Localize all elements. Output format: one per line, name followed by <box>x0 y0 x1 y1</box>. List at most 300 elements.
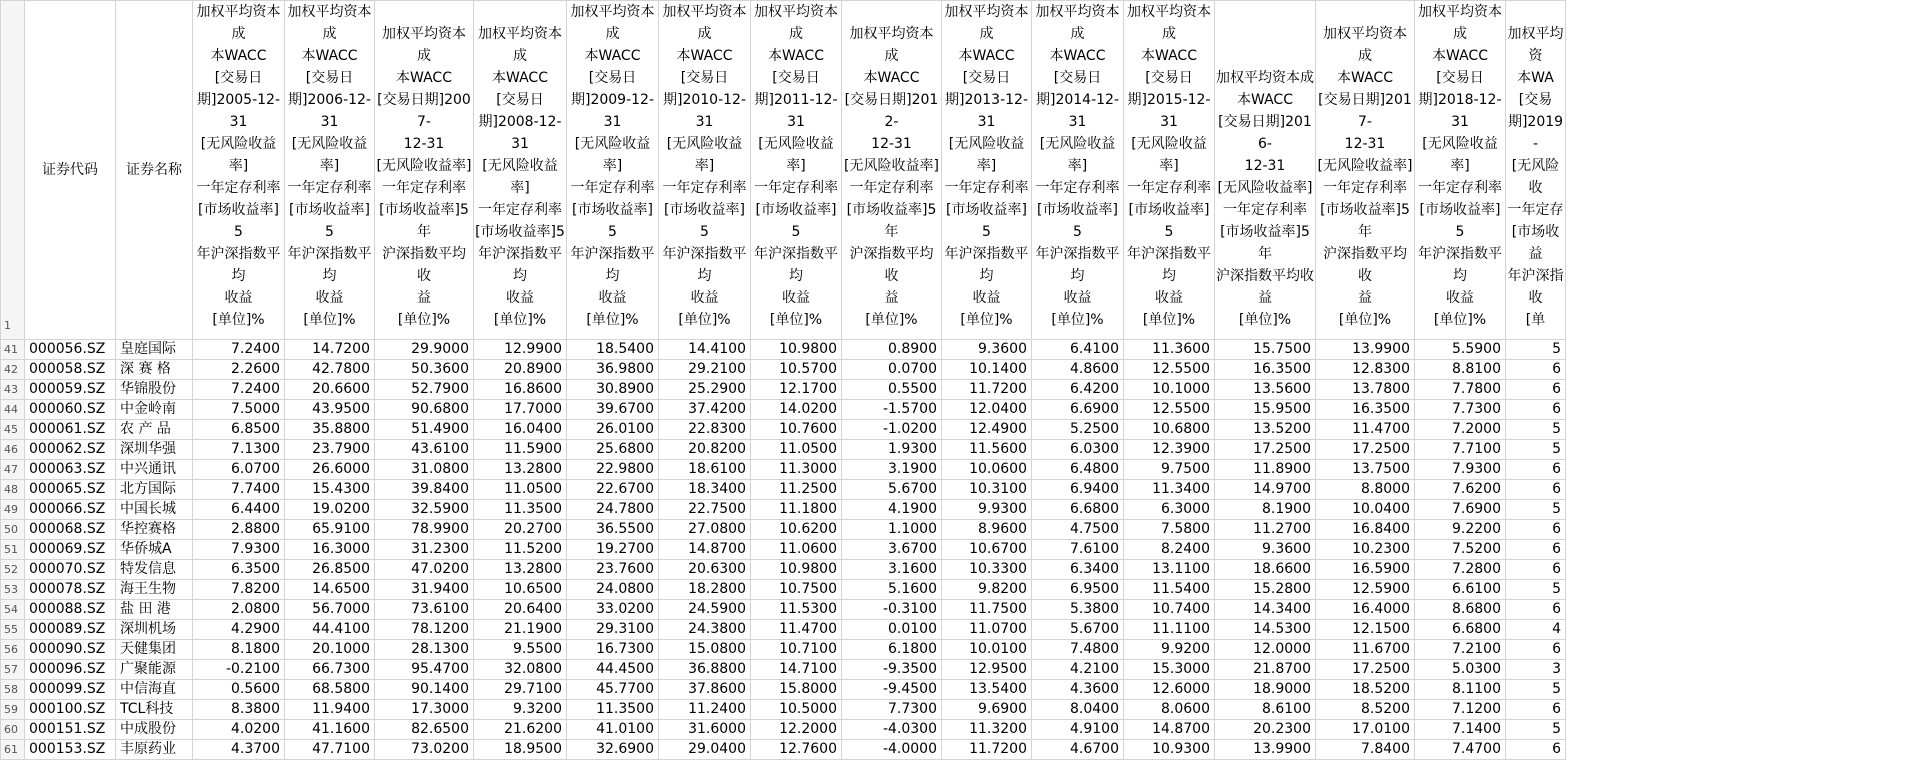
cell-wacc-value[interactable]: -9.4500 <box>842 680 942 700</box>
cell-wacc-value[interactable]: 41.1600 <box>285 720 375 740</box>
header-wacc-column[interactable] <box>842 1 942 340</box>
cell-wacc-value[interactable]: 10.7100 <box>751 640 842 660</box>
cell-wacc-value[interactable]: 6.0300 <box>1032 440 1124 460</box>
cell-wacc-value[interactable]: 16.3000 <box>285 540 375 560</box>
cell-wacc-value[interactable]: 17.0100 <box>1316 720 1415 740</box>
cell-wacc-value[interactable]: 10.9800 <box>751 560 842 580</box>
cell-wacc-value[interactable]: 20.2700 <box>474 520 567 540</box>
row-number[interactable]: 1 <box>1 1 25 340</box>
cell-wacc-value[interactable]: 65.9100 <box>285 520 375 540</box>
cell-wacc-value[interactable]: 6.6800 <box>1415 620 1506 640</box>
cell-wacc-value[interactable]: 25.2900 <box>659 380 751 400</box>
cell-wacc-value[interactable]: 20.1000 <box>285 640 375 660</box>
cell-wacc-value[interactable]: 8.0600 <box>1124 700 1215 720</box>
cell-wacc-value[interactable]: 12.1500 <box>1316 620 1415 640</box>
cell-wacc-value[interactable]: 44.4500 <box>567 660 659 680</box>
cell-wacc-value[interactable]: 6 <box>1506 740 1566 760</box>
row-number[interactable]: 46 <box>1 440 25 460</box>
header-wacc-column[interactable] <box>751 1 842 340</box>
cell-security-name[interactable]: 中金岭南 <box>116 400 193 420</box>
cell-wacc-value[interactable]: 13.2800 <box>474 560 567 580</box>
cell-wacc-value[interactable]: 2.0800 <box>193 600 285 620</box>
cell-wacc-value[interactable]: 11.2700 <box>1215 520 1316 540</box>
cell-wacc-value[interactable]: 11.7200 <box>942 380 1032 400</box>
cell-wacc-value[interactable]: 18.9000 <box>1215 680 1316 700</box>
cell-wacc-value[interactable]: 11.5600 <box>942 440 1032 460</box>
header-wacc-column[interactable] <box>285 1 375 340</box>
cell-wacc-value[interactable]: 24.7800 <box>567 500 659 520</box>
cell-wacc-value[interactable]: 4.3600 <box>1032 680 1124 700</box>
cell-wacc-value[interactable]: 6.6800 <box>1032 500 1124 520</box>
cell-wacc-value[interactable]: 5.6700 <box>842 480 942 500</box>
row-number[interactable]: 48 <box>1 480 25 500</box>
cell-wacc-value[interactable]: 11.1100 <box>1124 620 1215 640</box>
cell-wacc-value[interactable]: 73.0200 <box>375 740 474 760</box>
cell-security-code[interactable]: 000070.SZ <box>25 560 116 580</box>
cell-wacc-value[interactable]: 37.4200 <box>659 400 751 420</box>
cell-wacc-value[interactable]: 7.5000 <box>193 400 285 420</box>
cell-wacc-value[interactable]: 12.7600 <box>751 740 842 760</box>
cell-wacc-value[interactable]: 11.3500 <box>567 700 659 720</box>
cell-wacc-value[interactable]: 9.2200 <box>1415 520 1506 540</box>
cell-wacc-value[interactable]: 26.8500 <box>285 560 375 580</box>
cell-wacc-value[interactable]: 16.4000 <box>1316 600 1415 620</box>
cell-wacc-value[interactable]: 45.7700 <box>567 680 659 700</box>
cell-wacc-value[interactable]: 8.5200 <box>1316 700 1415 720</box>
cell-wacc-value[interactable]: 7.9300 <box>1415 460 1506 480</box>
cell-wacc-value[interactable]: 8.1900 <box>1215 500 1316 520</box>
cell-wacc-value[interactable]: 2.8800 <box>193 520 285 540</box>
cell-wacc-value[interactable]: 36.9800 <box>567 360 659 380</box>
header-wacc-column[interactable] <box>659 1 751 340</box>
cell-wacc-value[interactable]: 12.6000 <box>1124 680 1215 700</box>
cell-wacc-value[interactable]: 7.7800 <box>1415 380 1506 400</box>
cell-wacc-value[interactable]: 16.3500 <box>1215 360 1316 380</box>
cell-wacc-value[interactable]: 22.6700 <box>567 480 659 500</box>
cell-wacc-value[interactable]: 36.5500 <box>567 520 659 540</box>
cell-wacc-value[interactable]: 39.6700 <box>567 400 659 420</box>
cell-wacc-value[interactable]: 31.6000 <box>659 720 751 740</box>
cell-wacc-value[interactable]: 7.2400 <box>193 380 285 400</box>
row-number[interactable]: 52 <box>1 560 25 580</box>
cell-wacc-value[interactable]: 9.9300 <box>942 500 1032 520</box>
cell-wacc-value[interactable]: 13.5400 <box>942 680 1032 700</box>
cell-wacc-value[interactable]: 15.4300 <box>285 480 375 500</box>
cell-wacc-value[interactable]: 36.8800 <box>659 660 751 680</box>
cell-wacc-value[interactable]: 33.0200 <box>567 600 659 620</box>
cell-security-code[interactable]: 000063.SZ <box>25 460 116 480</box>
cell-wacc-value[interactable]: 18.6600 <box>1215 560 1316 580</box>
cell-wacc-value[interactable]: 18.9500 <box>474 740 567 760</box>
cell-wacc-value[interactable]: 15.8000 <box>751 680 842 700</box>
cell-wacc-value[interactable]: 5 <box>1506 440 1566 460</box>
cell-wacc-value[interactable]: 8.8000 <box>1316 480 1415 500</box>
row-number[interactable]: 51 <box>1 540 25 560</box>
cell-wacc-value[interactable]: 90.1400 <box>375 680 474 700</box>
cell-wacc-value[interactable]: 11.7200 <box>942 740 1032 760</box>
cell-wacc-value[interactable]: 2.2600 <box>193 360 285 380</box>
cell-wacc-value[interactable]: 51.4900 <box>375 420 474 440</box>
cell-wacc-value[interactable]: 18.2800 <box>659 580 751 600</box>
cell-wacc-value[interactable]: 43.6100 <box>375 440 474 460</box>
cell-wacc-value[interactable]: 10.5000 <box>751 700 842 720</box>
cell-security-code[interactable]: 000078.SZ <box>25 580 116 600</box>
row-number[interactable]: 55 <box>1 620 25 640</box>
cell-security-code[interactable]: 000061.SZ <box>25 420 116 440</box>
cell-wacc-value[interactable]: 11.5400 <box>1124 580 1215 600</box>
cell-wacc-value[interactable]: 6.8500 <box>193 420 285 440</box>
cell-wacc-value[interactable]: 6.4400 <box>193 500 285 520</box>
cell-wacc-value[interactable]: 6 <box>1506 600 1566 620</box>
cell-wacc-value[interactable]: 10.9800 <box>751 340 842 360</box>
cell-wacc-value[interactable]: 90.6800 <box>375 400 474 420</box>
cell-security-code[interactable]: 000060.SZ <box>25 400 116 420</box>
cell-wacc-value[interactable]: 7.2400 <box>193 340 285 360</box>
cell-wacc-value[interactable]: 9.3600 <box>1215 540 1316 560</box>
cell-security-name[interactable]: 天健集团 <box>116 640 193 660</box>
cell-wacc-value[interactable]: 9.3200 <box>474 700 567 720</box>
cell-wacc-value[interactable]: 6 <box>1506 700 1566 720</box>
cell-wacc-value[interactable]: 3 <box>1506 660 1566 680</box>
row-number[interactable]: 49 <box>1 500 25 520</box>
cell-wacc-value[interactable]: 20.8900 <box>474 360 567 380</box>
cell-wacc-value[interactable]: 41.0100 <box>567 720 659 740</box>
cell-wacc-value[interactable]: 66.7300 <box>285 660 375 680</box>
header-wacc-column[interactable] <box>1415 1 1506 340</box>
cell-wacc-value[interactable]: 11.0500 <box>474 480 567 500</box>
cell-wacc-value[interactable]: 16.5900 <box>1316 560 1415 580</box>
cell-wacc-value[interactable]: 12.5500 <box>1124 400 1215 420</box>
cell-wacc-value[interactable]: 42.7800 <box>285 360 375 380</box>
cell-wacc-value[interactable]: 17.2500 <box>1215 440 1316 460</box>
cell-security-name[interactable]: 中成股份 <box>116 720 193 740</box>
cell-wacc-value[interactable]: 8.6100 <box>1215 700 1316 720</box>
cell-wacc-value[interactable]: 5 <box>1506 340 1566 360</box>
cell-wacc-value[interactable]: 12.0400 <box>942 400 1032 420</box>
cell-wacc-value[interactable]: 16.7300 <box>567 640 659 660</box>
cell-wacc-value[interactable]: 50.3600 <box>375 360 474 380</box>
cell-wacc-value[interactable]: 16.8400 <box>1316 520 1415 540</box>
cell-wacc-value[interactable]: 4.0200 <box>193 720 285 740</box>
cell-security-name[interactable]: 盐 田 港 <box>116 600 193 620</box>
cell-wacc-value[interactable]: 26.6000 <box>285 460 375 480</box>
cell-wacc-value[interactable]: 0.0100 <box>842 620 942 640</box>
cell-wacc-value[interactable]: 31.0800 <box>375 460 474 480</box>
cell-wacc-value[interactable]: 52.7900 <box>375 380 474 400</box>
cell-wacc-value[interactable]: 5.0300 <box>1415 660 1506 680</box>
cell-wacc-value[interactable]: 5 <box>1506 580 1566 600</box>
cell-wacc-value[interactable]: 24.3800 <box>659 620 751 640</box>
header-wacc-column[interactable] <box>1032 1 1124 340</box>
row-number[interactable]: 60 <box>1 720 25 740</box>
cell-wacc-value[interactable]: 7.6200 <box>1415 480 1506 500</box>
cell-wacc-value[interactable]: 10.6500 <box>474 580 567 600</box>
cell-wacc-value[interactable]: 8.3800 <box>193 700 285 720</box>
cell-wacc-value[interactable]: 6.9500 <box>1032 580 1124 600</box>
cell-wacc-value[interactable]: 10.6700 <box>942 540 1032 560</box>
cell-wacc-value[interactable]: -4.0300 <box>842 720 942 740</box>
cell-wacc-value[interactable]: 11.1800 <box>751 500 842 520</box>
cell-wacc-value[interactable]: 7.7300 <box>1415 400 1506 420</box>
cell-wacc-value[interactable]: 14.8700 <box>1124 720 1215 740</box>
cell-wacc-value[interactable]: 22.8300 <box>659 420 751 440</box>
cell-wacc-value[interactable]: 12.2000 <box>751 720 842 740</box>
cell-wacc-value[interactable]: 16.0400 <box>474 420 567 440</box>
cell-wacc-value[interactable]: 7.8400 <box>1316 740 1415 760</box>
cell-wacc-value[interactable]: 7.5200 <box>1415 540 1506 560</box>
cell-wacc-value[interactable]: 14.0200 <box>751 400 842 420</box>
cell-wacc-value[interactable]: 12.5500 <box>1124 360 1215 380</box>
cell-wacc-value[interactable]: 6 <box>1506 460 1566 480</box>
cell-wacc-value[interactable]: 11.0600 <box>751 540 842 560</box>
cell-security-code[interactable]: 000089.SZ <box>25 620 116 640</box>
cell-wacc-value[interactable]: 9.6900 <box>942 700 1032 720</box>
cell-wacc-value[interactable]: 23.7900 <box>285 440 375 460</box>
cell-wacc-value[interactable]: 6.6100 <box>1415 580 1506 600</box>
cell-wacc-value[interactable]: 5.1600 <box>842 580 942 600</box>
cell-wacc-value[interactable]: 10.7500 <box>751 580 842 600</box>
cell-wacc-value[interactable]: 31.2300 <box>375 540 474 560</box>
cell-wacc-value[interactable]: 9.9200 <box>1124 640 1215 660</box>
cell-wacc-value[interactable]: 19.2700 <box>567 540 659 560</box>
cell-wacc-value[interactable]: 43.9500 <box>285 400 375 420</box>
cell-wacc-value[interactable]: 5.3800 <box>1032 600 1124 620</box>
cell-wacc-value[interactable]: 14.7200 <box>285 340 375 360</box>
cell-wacc-value[interactable]: 22.7500 <box>659 500 751 520</box>
cell-wacc-value[interactable]: 5 <box>1506 420 1566 440</box>
cell-wacc-value[interactable]: 82.6500 <box>375 720 474 740</box>
row-number[interactable]: 53 <box>1 580 25 600</box>
cell-wacc-value[interactable]: 11.3400 <box>1124 480 1215 500</box>
cell-wacc-value[interactable]: 7.2000 <box>1415 420 1506 440</box>
cell-security-code[interactable]: 000058.SZ <box>25 360 116 380</box>
cell-wacc-value[interactable]: -0.2100 <box>193 660 285 680</box>
cell-wacc-value[interactable]: 11.4700 <box>1316 420 1415 440</box>
cell-wacc-value[interactable]: 14.3400 <box>1215 600 1316 620</box>
cell-wacc-value[interactable]: 10.2300 <box>1316 540 1415 560</box>
cell-security-code[interactable]: 000088.SZ <box>25 600 116 620</box>
cell-wacc-value[interactable]: 10.1000 <box>1124 380 1215 400</box>
cell-security-name[interactable]: 特发信息 <box>116 560 193 580</box>
cell-wacc-value[interactable]: 12.1700 <box>751 380 842 400</box>
cell-wacc-value[interactable]: 11.7500 <box>942 600 1032 620</box>
cell-wacc-value[interactable]: 7.1400 <box>1415 720 1506 740</box>
cell-wacc-value[interactable]: 6 <box>1506 520 1566 540</box>
cell-security-name[interactable]: 华控赛格 <box>116 520 193 540</box>
cell-wacc-value[interactable]: 15.3000 <box>1124 660 1215 680</box>
cell-security-code[interactable]: 000066.SZ <box>25 500 116 520</box>
cell-wacc-value[interactable]: 14.7100 <box>751 660 842 680</box>
cell-wacc-value[interactable]: 44.4100 <box>285 620 375 640</box>
cell-wacc-value[interactable]: 15.9500 <box>1215 400 1316 420</box>
cell-wacc-value[interactable]: 18.6100 <box>659 460 751 480</box>
cell-wacc-value[interactable]: 30.8900 <box>567 380 659 400</box>
cell-wacc-value[interactable]: 7.7300 <box>842 700 942 720</box>
cell-wacc-value[interactable]: 6 <box>1506 360 1566 380</box>
cell-wacc-value[interactable]: 10.7600 <box>751 420 842 440</box>
header-wacc-column[interactable] <box>1316 1 1415 340</box>
cell-wacc-value[interactable]: 5.6700 <box>1032 620 1124 640</box>
cell-wacc-value[interactable]: 6 <box>1506 540 1566 560</box>
cell-wacc-value[interactable]: 7.1300 <box>193 440 285 460</box>
cell-security-name[interactable]: 深 赛 格 <box>116 360 193 380</box>
cell-wacc-value[interactable]: 16.3500 <box>1316 400 1415 420</box>
cell-wacc-value[interactable]: 20.6300 <box>659 560 751 580</box>
cell-wacc-value[interactable]: 0.0700 <box>842 360 942 380</box>
row-number[interactable]: 54 <box>1 600 25 620</box>
cell-wacc-value[interactable]: 10.6200 <box>751 520 842 540</box>
cell-security-code[interactable]: 000069.SZ <box>25 540 116 560</box>
cell-security-name[interactable]: 广聚能源 <box>116 660 193 680</box>
cell-security-code[interactable]: 000096.SZ <box>25 660 116 680</box>
cell-wacc-value[interactable]: 20.6400 <box>474 600 567 620</box>
cell-wacc-value[interactable]: 6.0700 <box>193 460 285 480</box>
cell-security-name[interactable]: 华侨城A <box>116 540 193 560</box>
cell-wacc-value[interactable]: 11.4700 <box>751 620 842 640</box>
cell-wacc-value[interactable]: 24.5900 <box>659 600 751 620</box>
cell-security-name[interactable]: 中兴通讯 <box>116 460 193 480</box>
cell-wacc-value[interactable]: 29.7100 <box>474 680 567 700</box>
cell-wacc-value[interactable]: 0.8900 <box>842 340 942 360</box>
cell-wacc-value[interactable]: 29.3100 <box>567 620 659 640</box>
cell-security-name[interactable]: TCL科技 <box>116 700 193 720</box>
cell-wacc-value[interactable]: 9.8200 <box>942 580 1032 600</box>
cell-wacc-value[interactable]: 11.6700 <box>1316 640 1415 660</box>
row-number[interactable]: 59 <box>1 700 25 720</box>
cell-wacc-value[interactable]: 1.9300 <box>842 440 942 460</box>
header-wacc-column[interactable] <box>1215 1 1316 340</box>
cell-wacc-value[interactable]: 19.0200 <box>285 500 375 520</box>
cell-wacc-value[interactable]: 13.1100 <box>1124 560 1215 580</box>
cell-wacc-value[interactable]: 6.1800 <box>842 640 942 660</box>
cell-security-code[interactable]: 000100.SZ <box>25 700 116 720</box>
row-number[interactable]: 41 <box>1 340 25 360</box>
cell-wacc-value[interactable]: 8.1800 <box>193 640 285 660</box>
cell-wacc-value[interactable]: 4.6700 <box>1032 740 1124 760</box>
cell-wacc-value[interactable]: 12.0000 <box>1215 640 1316 660</box>
row-number[interactable]: 56 <box>1 640 25 660</box>
cell-wacc-value[interactable]: 10.0400 <box>1316 500 1415 520</box>
cell-wacc-value[interactable]: 27.0800 <box>659 520 751 540</box>
cell-wacc-value[interactable]: 13.2800 <box>474 460 567 480</box>
cell-wacc-value[interactable]: 23.7600 <box>567 560 659 580</box>
cell-wacc-value[interactable]: 6 <box>1506 480 1566 500</box>
cell-wacc-value[interactable]: 25.6800 <box>567 440 659 460</box>
cell-wacc-value[interactable]: 14.5300 <box>1215 620 1316 640</box>
cell-security-name[interactable]: 中信海直 <box>116 680 193 700</box>
cell-security-code[interactable]: 000151.SZ <box>25 720 116 740</box>
cell-wacc-value[interactable]: 17.2500 <box>1316 660 1415 680</box>
cell-wacc-value[interactable]: 8.9600 <box>942 520 1032 540</box>
cell-wacc-value[interactable]: 24.0800 <box>567 580 659 600</box>
cell-wacc-value[interactable]: 7.4800 <box>1032 640 1124 660</box>
cell-wacc-value[interactable]: 10.9300 <box>1124 740 1215 760</box>
cell-wacc-value[interactable]: 0.5500 <box>842 380 942 400</box>
cell-wacc-value[interactable]: 9.3600 <box>942 340 1032 360</box>
cell-wacc-value[interactable]: 32.5900 <box>375 500 474 520</box>
cell-security-name[interactable]: 深圳机场 <box>116 620 193 640</box>
cell-wacc-value[interactable]: 6 <box>1506 380 1566 400</box>
cell-wacc-value[interactable]: 13.9900 <box>1215 740 1316 760</box>
cell-wacc-value[interactable]: 11.2500 <box>751 480 842 500</box>
cell-wacc-value[interactable]: 10.0100 <box>942 640 1032 660</box>
cell-wacc-value[interactable]: 8.2400 <box>1124 540 1215 560</box>
cell-wacc-value[interactable]: 14.9700 <box>1215 480 1316 500</box>
cell-wacc-value[interactable]: 17.7000 <box>474 400 567 420</box>
cell-wacc-value[interactable]: 6.4100 <box>1032 340 1124 360</box>
cell-wacc-value[interactable]: -1.5700 <box>842 400 942 420</box>
row-number[interactable]: 47 <box>1 460 25 480</box>
cell-wacc-value[interactable]: 95.4700 <box>375 660 474 680</box>
cell-wacc-value[interactable]: 4.9100 <box>1032 720 1124 740</box>
cell-wacc-value[interactable]: 39.8400 <box>375 480 474 500</box>
cell-wacc-value[interactable]: 10.0600 <box>942 460 1032 480</box>
cell-wacc-value[interactable]: 11.0700 <box>942 620 1032 640</box>
cell-wacc-value[interactable]: 7.2100 <box>1415 640 1506 660</box>
cell-security-code[interactable]: 000056.SZ <box>25 340 116 360</box>
cell-wacc-value[interactable]: 6.3400 <box>1032 560 1124 580</box>
cell-wacc-value[interactable]: 20.2300 <box>1215 720 1316 740</box>
cell-wacc-value[interactable]: 11.5300 <box>751 600 842 620</box>
cell-wacc-value[interactable]: 11.2400 <box>659 700 751 720</box>
cell-security-code[interactable]: 000059.SZ <box>25 380 116 400</box>
cell-wacc-value[interactable]: 7.4700 <box>1415 740 1506 760</box>
cell-wacc-value[interactable]: 12.3900 <box>1124 440 1215 460</box>
cell-security-name[interactable]: 华锦股份 <box>116 380 193 400</box>
cell-wacc-value[interactable]: 10.5700 <box>751 360 842 380</box>
cell-wacc-value[interactable]: -0.3100 <box>842 600 942 620</box>
cell-wacc-value[interactable]: 6.3000 <box>1124 500 1215 520</box>
cell-wacc-value[interactable]: 11.3200 <box>942 720 1032 740</box>
cell-wacc-value[interactable]: -9.3500 <box>842 660 942 680</box>
cell-wacc-value[interactable]: 3.6700 <box>842 540 942 560</box>
cell-wacc-value[interactable]: -4.0000 <box>842 740 942 760</box>
cell-wacc-value[interactable]: 11.5200 <box>474 540 567 560</box>
cell-wacc-value[interactable]: 21.6200 <box>474 720 567 740</box>
cell-wacc-value[interactable]: 4.8600 <box>1032 360 1124 380</box>
cell-wacc-value[interactable]: 5 <box>1506 680 1566 700</box>
cell-wacc-value[interactable]: 20.8200 <box>659 440 751 460</box>
cell-wacc-value[interactable]: 4.3700 <box>193 740 285 760</box>
cell-security-name[interactable]: 北方国际 <box>116 480 193 500</box>
cell-wacc-value[interactable]: 7.8200 <box>193 580 285 600</box>
cell-wacc-value[interactable]: 1.1000 <box>842 520 942 540</box>
cell-wacc-value[interactable]: 13.7800 <box>1316 380 1415 400</box>
cell-security-name[interactable]: 海王生物 <box>116 580 193 600</box>
cell-security-code[interactable]: 000065.SZ <box>25 480 116 500</box>
cell-wacc-value[interactable]: 37.8600 <box>659 680 751 700</box>
header-wacc-column[interactable] <box>1124 1 1215 340</box>
cell-wacc-value[interactable]: 7.1200 <box>1415 700 1506 720</box>
cell-wacc-value[interactable]: 12.9900 <box>474 340 567 360</box>
cell-wacc-value[interactable]: 13.5200 <box>1215 420 1316 440</box>
cell-wacc-value[interactable]: 6.4800 <box>1032 460 1124 480</box>
cell-wacc-value[interactable]: 78.1200 <box>375 620 474 640</box>
header-wacc-column[interactable] <box>193 1 285 340</box>
header-wacc-column[interactable] <box>942 1 1032 340</box>
cell-wacc-value[interactable]: 5.2500 <box>1032 420 1124 440</box>
cell-wacc-value[interactable]: 6.3500 <box>193 560 285 580</box>
cell-wacc-value[interactable]: 5.5900 <box>1415 340 1506 360</box>
cell-security-name[interactable]: 农 产 品 <box>116 420 193 440</box>
cell-security-code[interactable]: 000062.SZ <box>25 440 116 460</box>
cell-wacc-value[interactable]: 73.6100 <box>375 600 474 620</box>
cell-wacc-value[interactable]: 11.8900 <box>1215 460 1316 480</box>
row-number[interactable]: 58 <box>1 680 25 700</box>
cell-wacc-value[interactable]: 22.9800 <box>567 460 659 480</box>
cell-security-code[interactable]: 000099.SZ <box>25 680 116 700</box>
cell-wacc-value[interactable]: 5 <box>1506 500 1566 520</box>
